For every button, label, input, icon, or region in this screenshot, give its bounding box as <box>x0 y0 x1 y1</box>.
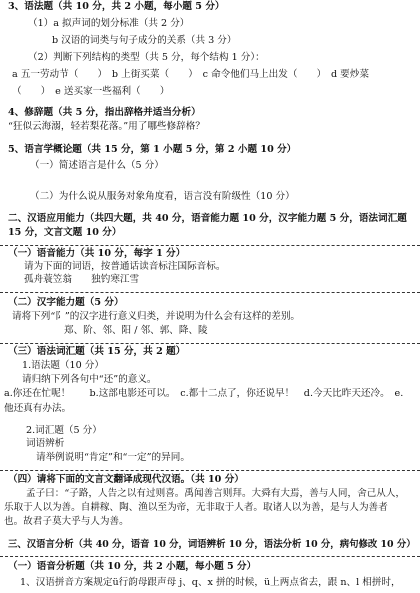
part2-instruction: 请将下列“阝”的汉字进行意义归类，并说明为什么会有这样的差别。 <box>12 311 301 322</box>
section3-part1-q1: 1、汉语拼音方案规定ü行韵母跟声母 j、q、x 拼的时候，ü上两点省去，跟 n、l 相拼时， <box>20 577 401 588</box>
q5-heading: 5、语言学概论题（共 15 分，第 1 小题 5 分，第 2 小题 10 分） <box>8 144 297 155</box>
section2-heading-cont: 15 分，文言文题 10 分） <box>8 227 122 238</box>
q3-part2-items-cont: （ ） e 送买家一些福利（ ） <box>12 86 170 97</box>
divider-line <box>0 245 420 246</box>
q4-quote: “狂似云海溺，轻若梨花落。”用了哪些修辞格？ <box>8 121 205 132</box>
part4-passage-2: 乐取于人以为善。自耕稼、陶、渔以至为帝，无非取于人者。取诸人以为善，是与人为善者 <box>4 502 388 513</box>
q3-part2: （2）判断下列结构的类型（共 5 分，每个结构 1 分）： <box>28 52 265 63</box>
part3-q2-label: 词语辨析 <box>26 438 65 449</box>
divider-line <box>0 343 420 344</box>
divider-line <box>0 556 420 557</box>
divider-line <box>0 292 420 293</box>
part3-q1-sentences-cont: 他还真有办法。 <box>4 403 72 414</box>
part1-poem: 孤舟蓑笠翁 独钓寒江雪 <box>24 274 140 285</box>
part3-heading: （三）语法词汇题（共 15 分，共 2 题） <box>8 346 186 357</box>
q4-heading: 4、修辞题（共 5 分，指出辞格并适当分析） <box>8 107 201 118</box>
section3-part1-heading: （一）语音分析题（共 10 分，共 2 小题，每小题 5 分） <box>8 561 257 572</box>
section2-heading: 二、汉语应用能力（共四大题，共 40 分，语音能力题 10 分，汉字能力题 5 分，语法词汇题 <box>8 213 407 224</box>
part1-instruction: 请为下面的词语，按普通话读音标注国际音标。 <box>24 261 226 272</box>
part4-passage-1: 孟子曰：“子路，人告之以有过则喜。禹闻善言则拜。大舜有大焉，善与人同，舍己从人， <box>26 488 406 499</box>
q5-part1: （一）简述语言是什么（5 分） <box>30 160 164 171</box>
q3-part1-b: b 汉语的词类与句子成分的关系（共 3 分） <box>52 35 237 46</box>
divider-line <box>0 470 420 471</box>
part4-passage-3: 也。故君子莫大乎与人为善。 <box>4 516 129 527</box>
part2-characters: 郑、阶、邻、阳 / 邻、郭、降、陵 <box>64 325 208 336</box>
part4-heading: （四）请将下面的文言文翻译成现代汉语。（共 10 分） <box>8 474 244 485</box>
part3-q2: 2.词汇题（5 分） <box>26 425 102 436</box>
q3-part1-a: （1）a 拟声词的划分标准（共 2 分） <box>28 18 190 29</box>
q3-heading: 3、语法题（共 10 分，共 2 小题，每小题 5 分） <box>8 1 225 12</box>
part3-q1: 1.语法题（10 分） <box>22 360 104 371</box>
part1-heading: （一）语音能力（共 10 分，每字 1 分） <box>8 248 186 259</box>
part3-q1-instruction: 请归纳下列各句中“还”的意义。 <box>22 374 157 385</box>
section3-heading: 三、汉语言分析（共 40 分，语音 10 分，词语辨析 10 分，语法分析 10 分，病句修改 10 分） <box>8 539 416 550</box>
part3-q1-sentences: a.你还在忙呢！ b.这部电影还可以。 c.都十二点了，你还说早！ d.今天比昨天还冷。 e. <box>4 388 404 399</box>
part2-heading: （二）汉字能力题（5 分） <box>8 297 124 308</box>
part3-q2-instruction: 请举例说明“肯定”和“一定”的异同。 <box>36 452 190 463</box>
q3-part2-items: a 五一劳动节（ ） b 上街买菜（ ） c 命令他们马上出发（ ） d 要炒菜 <box>12 69 369 80</box>
q5-part2: （二）为什么说从服务对象角度看，语言没有阶级性（10 分） <box>30 191 295 202</box>
